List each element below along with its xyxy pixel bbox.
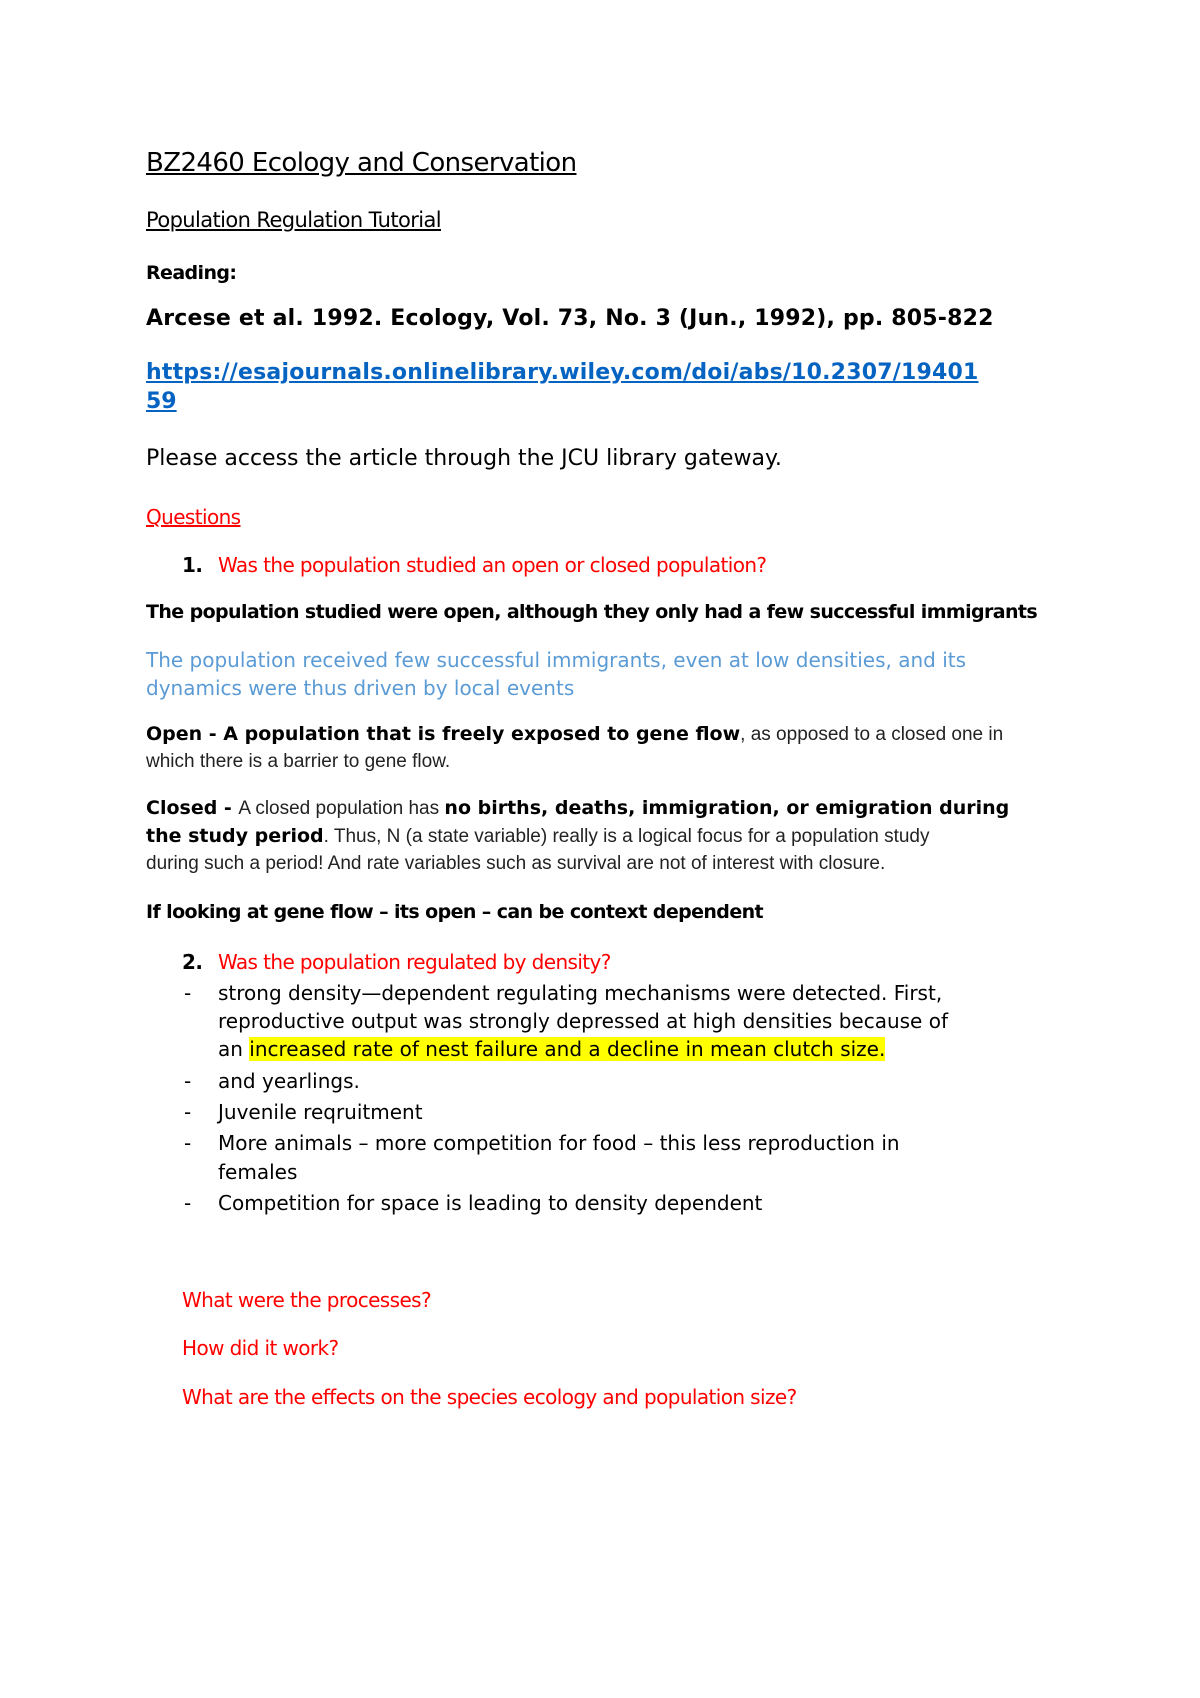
- tutorial-title: Population Regulation Tutorial: [146, 208, 442, 232]
- closed-definition: [146, 797, 1009, 820]
- closed-definition-line2: [146, 825, 930, 848]
- q1-number: 1.: [182, 553, 203, 577]
- closed-bold2: the study period: [146, 825, 324, 847]
- q1-answer: The population studied were open, although they only had a few successful immigrants: [146, 601, 1038, 623]
- closed-definition-line3: during such a period! And rate variables such as survival are not of interest with closure.: [146, 853, 886, 874]
- q2-number: 2.: [182, 950, 203, 974]
- reading-label: Reading:: [146, 262, 237, 284]
- bullet-dash: -: [184, 981, 192, 1005]
- followup-effects: What are the effects on the species ecology and population size?: [182, 1385, 797, 1409]
- highlighted-text: increased rate of nest failure and a decline in mean clutch size.: [249, 1037, 886, 1061]
- q1-quote-line2: dynamics were thus driven by local events: [146, 676, 575, 700]
- closed-term: Closed -: [146, 797, 239, 819]
- bullet-dash: -: [184, 1191, 192, 1215]
- open-term: Open - A population that is freely exposed to gene flow: [146, 723, 741, 745]
- course-title: BZ2460 Ecology and Conservation: [146, 148, 577, 178]
- citation: Arcese et al. 1992. Ecology, Vol. 73, No. 3 (Jun., 1992), pp. 805-822: [146, 306, 994, 331]
- q2-bullet1-line1: strong density—dependent regulating mechanisms were detected. First,: [218, 981, 943, 1005]
- q2-bullet5: Competition for space is leading to density dependent: [218, 1191, 763, 1215]
- article-link[interactable]: https://esajournals.onlinelibrary.wiley.com/doi/abs/10.2307/19401: [146, 360, 979, 385]
- open-definition-line2: which there is a barrier to gene flow.: [146, 751, 451, 772]
- access-note: Please access the article through the JCU library gateway.: [146, 446, 782, 471]
- article-link-continued[interactable]: 59: [146, 389, 177, 414]
- q2-bullet1-line2: reproductive output was strongly depressed at high densities because of: [218, 1009, 948, 1033]
- q1-quote-line1: The population received few successful immigrants, even at low densities, and its: [146, 648, 967, 672]
- q2-bullet2: and yearlings.: [218, 1069, 360, 1093]
- q2-bullet4-line2: females: [218, 1160, 298, 1184]
- open-definition: [146, 723, 1003, 746]
- q1-question: Was the population studied an open or closed population?: [218, 553, 767, 577]
- gene-flow-note: If looking at gene flow – its open – can be context dependent: [146, 901, 764, 923]
- closed-bold1: no births, deaths, immigration, or emigration during: [444, 797, 1010, 819]
- followup-processes: What were the processes?: [182, 1288, 431, 1312]
- q2-bullet4-line1: More animals – more competition for food – this less reproduction in: [218, 1131, 900, 1155]
- bullet-dash: -: [184, 1100, 192, 1124]
- followup-how: How did it work?: [182, 1336, 339, 1360]
- q2-bullet1-line3: [218, 1037, 885, 1061]
- closed-text2: . Thus, N (a state variable) really is a logical focus for a population study: [323, 826, 930, 847]
- questions-heading: Questions: [146, 505, 241, 529]
- bullet1-pre: an: [218, 1037, 250, 1061]
- q2-bullet3: Juvenile reqruitment: [218, 1100, 423, 1124]
- bullet-dash: -: [184, 1069, 192, 1093]
- open-rest: , as opposed to a closed one in: [740, 724, 1004, 745]
- bullet-dash: -: [184, 1131, 192, 1155]
- closed-text1: A closed population has: [238, 798, 445, 819]
- q2-question: Was the population regulated by density?: [218, 950, 611, 974]
